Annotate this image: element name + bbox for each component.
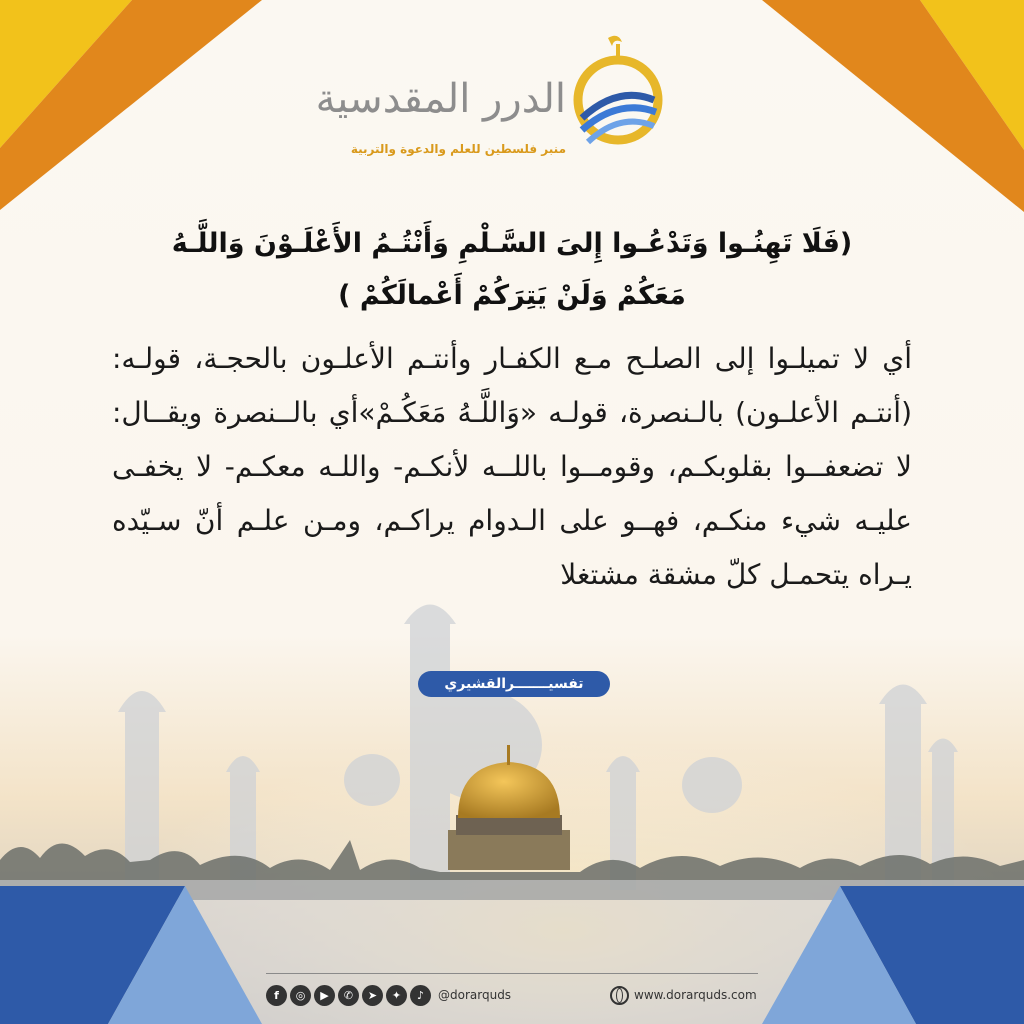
facebook-icon[interactable]: f	[266, 985, 287, 1006]
social-links	[266, 984, 511, 1006]
source-badge: تفسيـــــــرالقشيري	[418, 671, 610, 697]
verse-line-2: مَعَكُمْ وَلَنْ يَتِرَكُمْ أَعْمالَكُمْ )	[338, 280, 686, 311]
logo-title: الدرر المقدسية	[315, 76, 566, 122]
twitter-icon[interactable]: ✦	[386, 985, 407, 1006]
youtube-icon[interactable]: ▶	[314, 985, 335, 1006]
instagram-icon[interactable]: ◎	[290, 985, 311, 1006]
logo-subtitle: منبر فلسطين للعلم والدعوة والتربية	[350, 142, 566, 156]
website-link[interactable]	[610, 984, 757, 1006]
social-handle[interactable]: @dorarquds	[438, 988, 512, 1002]
verse-line-1: (فَلَا تَهِنُـوا وَتَدْعُـوا إِلىَ السَّـلْمِ وَأَنْتُـمُ الأَعْلَـوْنَ وَاللَّـهُ	[171, 228, 853, 259]
telegram-icon[interactable]: ➤	[362, 985, 383, 1006]
tiktok-icon[interactable]: ♪	[410, 985, 431, 1006]
whatsapp-icon[interactable]: ✆	[338, 985, 359, 1006]
logo	[315, 28, 670, 168]
logo-emblem-icon	[568, 30, 664, 158]
globe-icon	[610, 986, 629, 1005]
website-url[interactable]: www.dorarquds.com	[634, 988, 757, 1002]
quran-verse	[110, 218, 914, 322]
commentary-text: أي لا تميلـوا إلى الصلـح مـع الكفـار وأنتـم الأعلـون بالحجـة، قولـه: (أنتـم الأعلـون) بالـنصرة، قولـه «وَاللَّـهُ مَعَكُـمْ»أي بالــنصرة ويقــال: لا تضعفــوا بقلوبكـم، وقومــوا باللــه لأنكـم- واللـه معكـم- لا يخفـى عليـه شيء منكـم، فهــو على الـدوام يراكـم، ومـن علـم أنّ سـيّده يـراه يتحمـل كلّ مشقة مشتغلا	[112, 342, 912, 591]
footer-divider	[266, 973, 758, 974]
